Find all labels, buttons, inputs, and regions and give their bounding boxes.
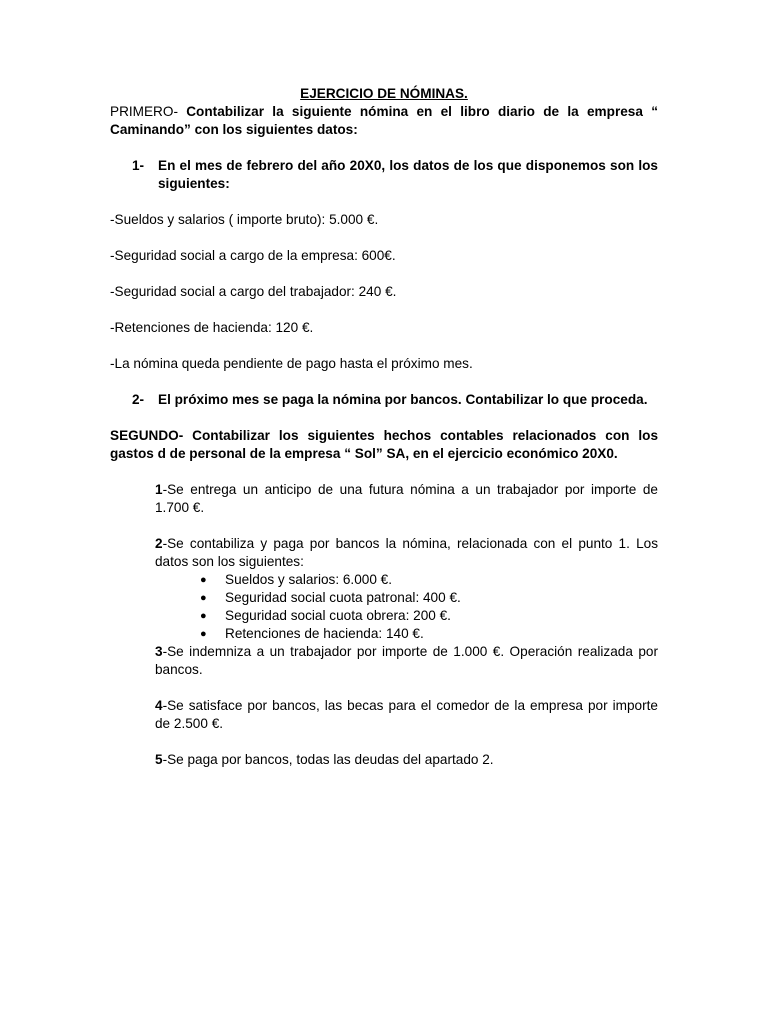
list-item: ● Retenciones de hacienda: 140 €. xyxy=(200,626,424,641)
segundo-point-4-text: -Se satisface por bancos, las becas para el comedor de la empresa por importe de 2.500 €. xyxy=(155,698,658,731)
segundo-point-5 xyxy=(110,751,658,769)
segundo-point-4 xyxy=(110,697,658,733)
segundo-point-3 xyxy=(110,643,658,679)
primero-item-2-text: El próximo mes se paga la nómina por bancos. Contabilizar lo que proceda. xyxy=(158,392,648,407)
segundo-point-2-number: 2 xyxy=(155,536,163,551)
segundo-point-5-text: -Se paga por bancos, todas las deudas del apartado 2. xyxy=(162,752,494,767)
document-title: EJERCICIO DE NÓMINAS. xyxy=(300,86,468,101)
data-line-4: -Retenciones de hacienda: 120 €. xyxy=(110,320,314,335)
primero-item-1-text: En el mes de febrero del año 20X0, los datos de los que disponemos son los siguientes: xyxy=(158,158,658,191)
data-line-1: -Sueldos y salarios ( importe bruto): 5.000 €. xyxy=(110,212,379,227)
segundo-point-2 xyxy=(110,535,658,571)
segundo-label: SEGUNDO- xyxy=(110,428,184,443)
bullet-icon: ● xyxy=(200,610,207,622)
list-item: ● Seguridad social cuota obrera: 200 €. xyxy=(200,608,451,623)
primero-text: Contabilizar la siguiente nómina en el libro diario de la empresa “ Caminando” con los siguientes datos: xyxy=(110,104,658,137)
segundo-point-1 xyxy=(110,481,658,517)
document-page xyxy=(110,85,658,787)
segundo-point-3-text: -Se indemniza a un trabajador por importe de 1.000 €. Operación realizada por bancos. xyxy=(155,644,658,677)
primero-item-2-number: 2- xyxy=(132,392,145,407)
segundo-point-5-number: 5 xyxy=(155,752,163,767)
primero-paragraph xyxy=(110,103,658,139)
segundo-point-4-number: 4 xyxy=(155,698,163,713)
bullet-icon: ● xyxy=(200,628,207,640)
segundo-point-2-text: -Se contabiliza y paga por bancos la nómina, relacionada con el punto 1. Los datos son los siguientes: xyxy=(155,536,658,569)
segundo-point-3-number: 3 xyxy=(155,644,163,659)
segundo-point-1-text: -Se entrega un anticipo de una futura nómina a un trabajador por importe de 1.700 €. xyxy=(155,482,658,515)
bullet-icon: ● xyxy=(200,574,207,586)
segundo-point-1-number: 1 xyxy=(155,482,163,497)
primero-label: PRIMERO- xyxy=(110,104,178,119)
list-item: ● Seguridad social cuota patronal: 400 €. xyxy=(200,590,461,605)
data-line-2: -Seguridad social a cargo de la empresa: 600€. xyxy=(110,248,396,263)
primero-item-2 xyxy=(110,391,658,409)
list-item: ● Sueldos y salarios: 6.000 €. xyxy=(200,572,393,587)
primero-item-1 xyxy=(110,157,658,193)
primero-item-1-number: 1- xyxy=(132,158,145,173)
data-line-3: -Seguridad social a cargo del trabajador: 240 €. xyxy=(110,284,397,299)
bullet-icon: ● xyxy=(200,592,207,604)
nomina-data-list xyxy=(110,571,658,643)
segundo-paragraph xyxy=(110,427,658,463)
data-line-5: -La nómina queda pendiente de pago hasta el próximo mes. xyxy=(110,356,473,371)
segundo-text: Contabilizar los siguientes hechos contables relacionados con los gastos d de personal de la empresa “ Sol” SA, en el ejercicio económico 20X0. xyxy=(110,428,658,461)
